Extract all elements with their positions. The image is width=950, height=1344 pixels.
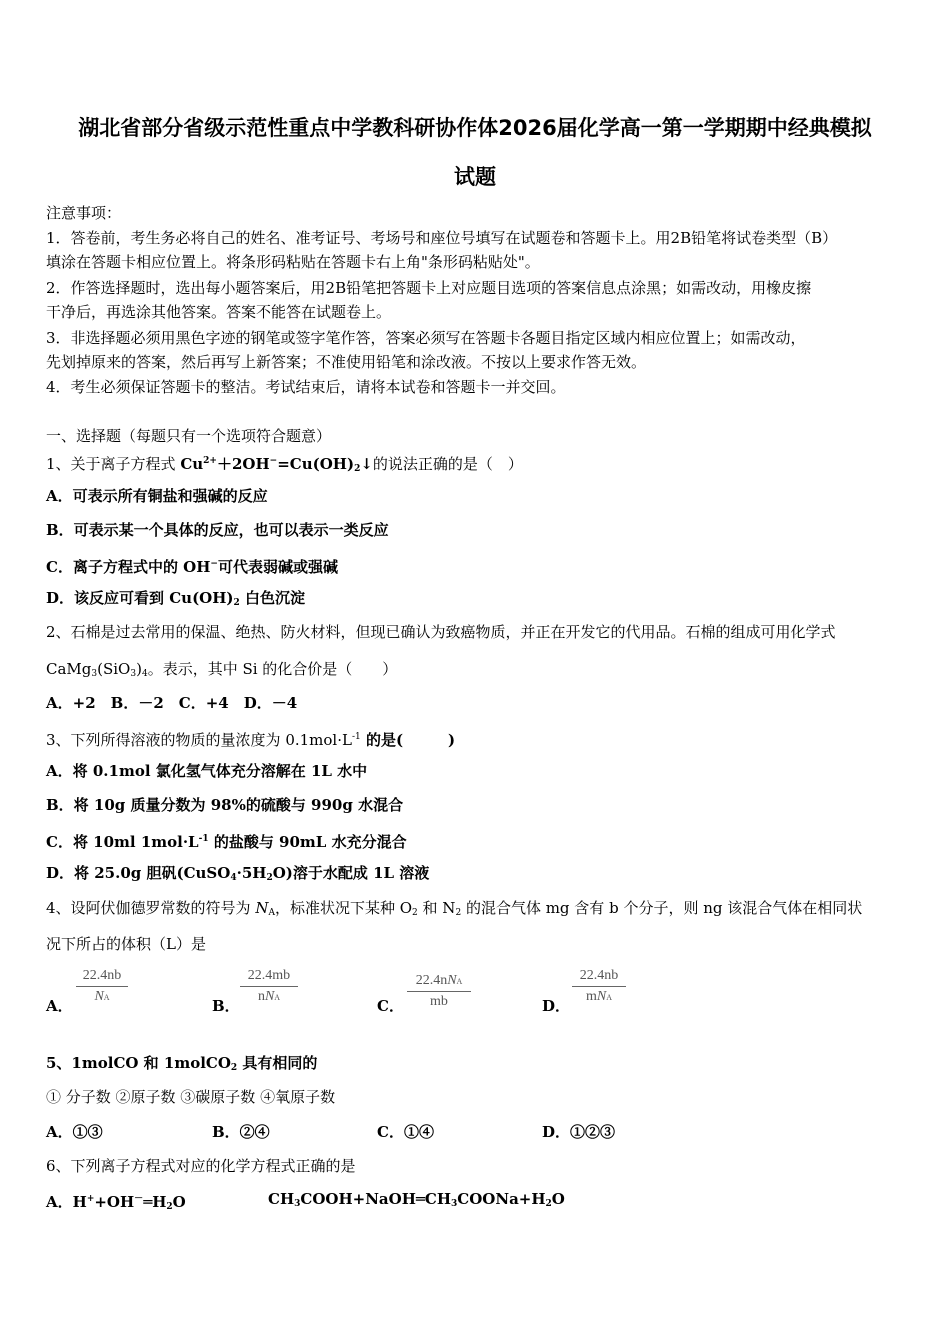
question-2-stem-line2: $CaMg_3(SiO_3)_4$。表示，其中 Si 的化合价是（ ） [46, 660, 398, 679]
question-5-option-c[interactable]: C．①④ [377, 1123, 434, 1141]
question-1-option-a[interactable]: A．可表示所有铜盐和强碱的反应 [46, 487, 268, 505]
notice-line: 填涂在答题卡相应位置上。将条形码粘贴在答题卡右上角"条形码粘贴处"。 [46, 253, 540, 271]
question-4-option-c-fraction[interactable]: 22.4nNA mb [407, 973, 471, 1010]
page-title-line2: 试题 [454, 165, 496, 189]
notice-line: 2．作答选择题时，选出每小题答案后，用2B铅笔把答题卡上对应题目选项的答案信息点涂黑；如需改动，用橡皮擦 [46, 279, 812, 297]
question-1-option-c[interactable]: C．离子方程式中的 OH−可代表弱碱或强碱 [46, 558, 338, 576]
notice-line: 1．答卷前，考生务必将自己的姓名、准考证号、考场号和座位号填写在试题卷和答题卡上。用2B铅笔将试卷类型（B） [46, 229, 838, 247]
page-title-line1: 湖北省部分省级示范性重点中学教科研协作体2026届化学高一第一学期期中经典模拟 [78, 116, 872, 140]
question-4-option-a-fraction[interactable]: 22.4nb NA [76, 968, 128, 1005]
question-6-option-a-equation: $CH_3COOH+NaOH═CH_3COONa+H_2O$ [268, 1190, 565, 1209]
question-4-option-c-label[interactable]: C． [377, 997, 404, 1015]
question-4-option-d-label[interactable]: D． [542, 997, 571, 1015]
question-5-option-b[interactable]: B．②④ [212, 1123, 270, 1141]
question-3-option-d[interactable]: D．将 25.0g 胆矾$(CuSO_4\cdot 5H_2O)$溶于水配成 1L 溶液 [46, 864, 430, 883]
question-4-stem-line2: 况下所占的体积（L）是 [46, 935, 206, 953]
question-3-option-c[interactable]: C．将 10ml $1mol\cdot L^{-1}$ 的盐酸与 90mL 水充分混合 [46, 833, 407, 851]
question-3-option-b[interactable]: B．将 10g 质量分数为 98%的硫酸与 990g 水混合 [46, 796, 404, 814]
section-heading: 一、选择题（每题只有一个选项符合题意） [46, 427, 332, 445]
question-5-option-a[interactable]: A．①③ [46, 1123, 103, 1141]
question-6-stem: 6、下列离子方程式对应的化学方程式正确的是 [46, 1157, 356, 1175]
question-6-option-a-ionic[interactable]: A．$H^++OH^-═H_2O$ [46, 1193, 186, 1212]
notice-heading: 注意事项： [46, 204, 122, 222]
question-3-stem: 3、下列所得溶液的物质的量浓度为 $0.1mol\cdot L^{-1}$ 的是( ) [46, 731, 456, 749]
question-5-stem: 5、1molCO 和 1molCO$_2$ 具有相同的 [46, 1054, 318, 1073]
question-2-options[interactable]: A．+2 B．－2 C．+4 D．－4 [46, 694, 298, 712]
notice-line: 3．非选择题必须用黑色字迹的钢笔或签字笔作答，答案必须写在答题卡各题目指定区域内相应位置上；如需改动， [46, 329, 806, 347]
question-4-option-b-label[interactable]: B． [212, 997, 240, 1015]
question-4-option-a-label[interactable]: A． [46, 997, 73, 1015]
question-2-stem: 2、石棉是过去常用的保温、绝热、防火材料，但现已确认为致癌物质，并正在开发它的代用品。石棉的组成可用化学式 [46, 623, 836, 641]
notice-line: 4．考生必须保证答题卡的整洁。考试结束后，请将本试卷和答题卡一并交回。 [46, 378, 566, 396]
question-4-option-b-fraction[interactable]: 22.4mb nNA [240, 968, 298, 1005]
question-5-items: ① 分子数 ②原子数 ③碳原子数 ④氧原子数 [46, 1088, 336, 1106]
question-1-option-b[interactable]: B．可表示某一个具体的反应，也可以表示一类反应 [46, 521, 389, 539]
notice-line: 先划掉原来的答案，然后再写上新答案；不准使用铅笔和涂改液。不按以上要求作答无效。 [46, 353, 647, 371]
notice-line: 干净后，再选涂其他答案。答案不能答在试题卷上。 [46, 303, 392, 321]
question-4-option-d-fraction[interactable]: 22.4nb mNA [572, 968, 626, 1005]
question-3-option-a[interactable]: A．将 0.1mol 氯化氢气体充分溶解在 1L 水中 [46, 762, 368, 780]
question-1-option-d[interactable]: D．该反应可看到 $Cu(OH)_2$ 白色沉淀 [46, 589, 306, 608]
question-5-option-d[interactable]: D．①②③ [542, 1123, 616, 1141]
question-1-stem: 1、关于离子方程式 $Cu^{2+}+2OH^-=Cu(OH)_2↓$的说法正确的是（ ） [46, 455, 523, 474]
question-4-stem: 4、设阿伏伽德罗常数的符号为 $N_A$，标准状况下某种 $O_2$ 和 $N_2$ 的混合气体 mg 含有 b 个分子，则 ng 该混合气体在相同状 [46, 899, 863, 918]
